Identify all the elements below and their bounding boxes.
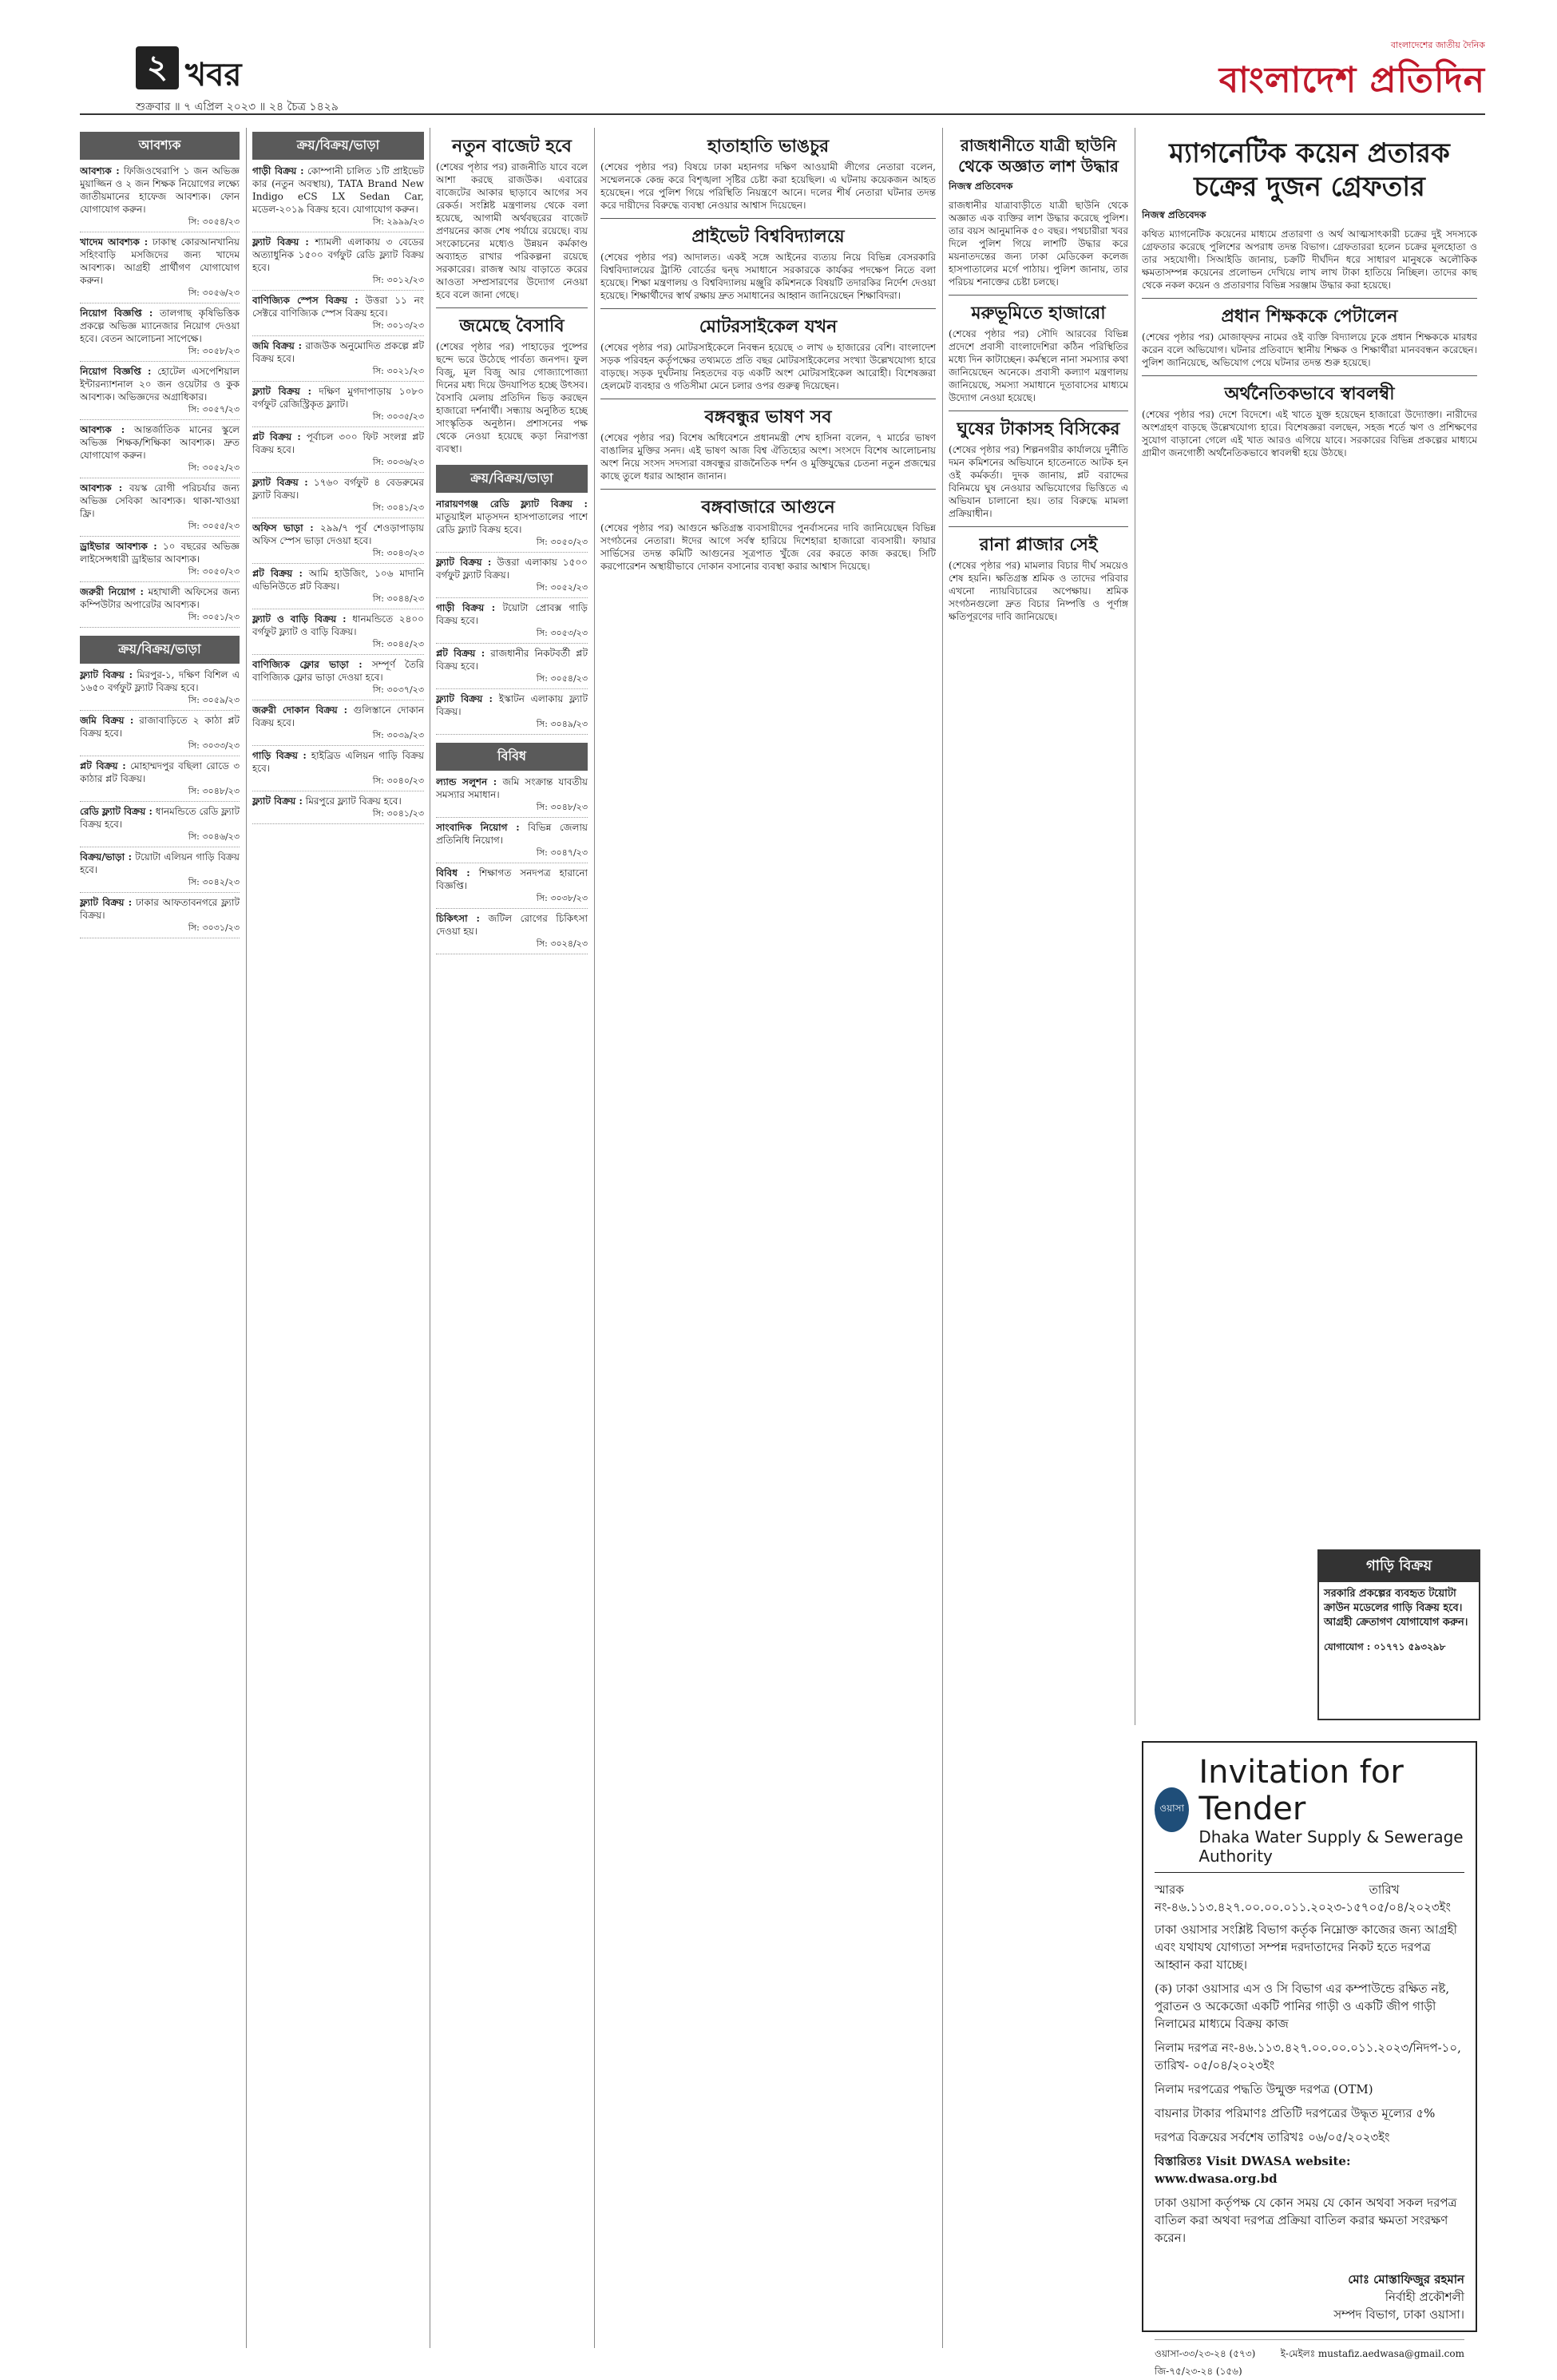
classified-code: সি: ৩০৪৯/২৩: [536, 719, 588, 729]
classified-ad: [252, 704, 424, 746]
divider: [600, 489, 936, 490]
tender-title: Invitation for Tender: [1198, 1754, 1404, 1827]
classified-ad: [80, 760, 240, 802]
classified-ad: [80, 365, 240, 420]
classified-code: সি: ২৯৯৯/২৩: [372, 216, 424, 227]
classified-ad: [80, 307, 240, 362]
classified-ad: [252, 613, 424, 655]
classified-text: বয়স্ক রোগী পরিচর্যার জন্য অভিজ্ঞ সেবিকা আবশ্যক। থাকা-খাওয়া ফ্রি।: [80, 482, 240, 519]
classified-ad: [80, 585, 240, 628]
classified-ad: [80, 423, 240, 478]
classified-text: শিক্ষাগত সনদপত্র হারানো বিজ্ঞপ্তি।: [436, 867, 588, 891]
sales-right-title: ক্রয়/বিক্রয়/ভাড়া: [436, 465, 588, 493]
classified-text: ১৭৬০ বর্গফুট ৪ বেডরুমের ফ্ল্যাট বিক্রয়।: [252, 477, 424, 501]
classified-ad: [252, 749, 424, 791]
classified-text: মাতুয়াইল মাতৃসদন হাসপাতালের পাশে রেডি ফ্ল্যাট বিক্রয় হবে।: [436, 511, 588, 535]
sales-right-list: [436, 498, 588, 735]
classified-code: সি: ৩০৫৫/২৩: [188, 521, 240, 531]
classified-lead: ল্যান্ড সলুশন :: [436, 776, 497, 787]
misc-list: [436, 775, 588, 954]
classified-ad: [80, 236, 240, 303]
classified-lead: গাড়ী বিক্রয় :: [252, 165, 304, 177]
classified-code: সি: ৩০৪১/২৩: [372, 808, 424, 819]
tender-deadline: দরপত্র বিক্রয়ের সর্বশেষ তারিখঃ ০৬/০৫/২০২৩ইং: [1155, 2130, 1390, 2144]
desert-text: (শেষের পৃষ্ঠার পর) সৌদি আরবের বিভিন্ন প্রদেশে প্রবাসী বাংলাদেশিরা কঠিন পরিস্থিতির মধ্যে দিন কাটাচ্ছেন। কর্মস্থলে নানা সমস্যার কথা জানিয়েছেন অনেকে। প্রবাসী কল্যাণ মন্ত্রণালয় জানিয়েছে, সমস্যা সমাধানে দূতাবাসের মাধ্যমে উদ্যোগ নেওয়া হয়েছে।: [949, 328, 1128, 403]
classified-lead: জরুরী দোকান বিক্রয় :: [252, 704, 348, 716]
classified-text: মোহাম্মদপুর বছিলা রোডে ৩ কাঠার প্লট বিক্রয়।: [80, 760, 240, 784]
classified-ad: [436, 867, 588, 909]
classified-lead: জমি বিক্রয় :: [252, 340, 303, 351]
wasa-logo: ওয়াসা: [1155, 1787, 1189, 1832]
classified-code: সি: ৩০৫৬/২৩: [188, 288, 240, 298]
classified-code: সি: ৩০৫০/২৩: [188, 566, 240, 577]
column-rule: [594, 128, 595, 2348]
classified-ad: [436, 601, 588, 644]
classified-code: সি: ৩০৩৬/২৩: [372, 457, 424, 467]
classified-code: সি: ৩০৪৫/২৩: [372, 639, 424, 649]
budget-text: (শেষের পৃষ্ঠার পর) রাজনীতি যাবে বলে আশা করছে রাজউক। এবারের বাজেটের আকার ছাড়াবে আগের সব রেকর্ড। সংশ্লিষ্ট মন্ত্রণালয় থেকে বলা হয়েছে, আগামী অর্থবছরের বাজেট প্রণয়নের কাজ শেষ পর্যায়ে রয়েছে। ব্যয় সংকোচনের মধ্যেও উন্নয়ন কর্মকাণ্ড অব্যাহত রাখার পরিকল্পনা রয়েছে সরকারের। রাজস্ব আয় বাড়াতে করের আওতা সম্প্রসারণের উদ্যোগ নেওয়া হবে বলে জানা গেছে।: [436, 161, 588, 300]
classified-lead: ফ্ল্যাট বিক্রয় :: [252, 236, 309, 248]
classified-text: তালগাছ কৃষিভিত্তিক প্রকল্পে অভিজ্ঞ ম্যানেজার নিয়োগ দেওয়া হবে। বেতন আলোচনা সাপেক্ষে।: [80, 307, 240, 344]
classified-lead: ফ্ল্যাট বিক্রয় :: [80, 669, 133, 680]
classified-lead: ফ্ল্যাট বিক্রয় :: [436, 557, 492, 568]
motorcycle-headline: মোটরসাইকেল যখন: [699, 316, 838, 337]
classified-lead: আবশ্যক :: [80, 424, 125, 435]
classified-text: জটিল রোগের চিকিৎসা দেওয়া হয়।: [436, 913, 588, 937]
classified-lead: জমি বিক্রয় :: [80, 715, 134, 726]
tender-lot: নিলাম দরপত্র নং-৪৬.১১৩.৪২৭.০০.০০.০১১.২০২৩/নিদপ-১০, তারিখ- ০৫/০৪/২০২৩ইং: [1155, 2041, 1461, 2073]
classified-column-1: [80, 132, 240, 2344]
tender-date: তারিখ ০৫/০৪/২০২৩ইং: [1369, 1882, 1451, 1914]
classified-lead: নিয়োগ বিজ্ঞপ্তি :: [80, 307, 153, 319]
column-rule: [942, 128, 943, 2348]
divider: [949, 526, 1128, 527]
classified-lead: প্লট বিক্রয় :: [436, 648, 485, 659]
classified-lead: বিবিধ :: [436, 867, 470, 879]
column-3: [436, 132, 588, 2344]
classified-code: সি: ৩০১২/২৩: [372, 275, 424, 285]
divider: [600, 308, 936, 309]
classified-text: টয়োটা প্রোবক্স গাড়ি বিক্রয় হবে।: [436, 602, 588, 626]
classified-text: হোটেল এসপেশিয়াল ইন্টারন্যাশনাল ২০ জন ওয়েটার ও কুক আবশ্যক। অভিজ্ঞদের অগ্রাধিকার।: [80, 366, 240, 403]
classified-ad: [80, 540, 240, 582]
classified-text: ধানমন্ডিতে ২৪০০ বর্গফুট ফ্ল্যাট ও বাড়ি বিক্রয়।: [252, 613, 424, 637]
classified-lead: নিয়োগ বিজ্ঞপ্তি :: [80, 366, 152, 377]
body-found-byline: নিজস্ব প্রতিবেদক: [949, 180, 1013, 192]
classified-text: আন্তর্জাতিক মানের স্কুলে অভিজ্ঞ শিক্ষক/শিক্ষিকা আবশ্যক। দ্রুত যোগাযোগ করুন।: [80, 424, 240, 461]
classified-lead: প্লট বিক্রয় :: [252, 431, 301, 442]
magnetic-byline: নিজস্ব প্রতিবেদক: [1142, 209, 1206, 220]
classified-text: মহাখালী অফিসের জন্য কম্পিউটার অপারেটর আবশ্যক।: [80, 586, 240, 610]
classified-ad: [80, 896, 240, 938]
classified-code: সি: ৩০৪০/২৩: [372, 775, 424, 786]
classified-code: সি: ৩০৪১/২৩: [372, 502, 424, 513]
jobs-list: [80, 165, 240, 628]
masthead: [1150, 38, 1485, 112]
tender-intro: ঢাকা ওয়াসার সংশ্লিষ্ট বিভাগ কর্তৃক নিম্নোক্ত কাজের জন্য আগ্রহী এবং যথাযথ যোগ্যতা সম্পন্ন দরদাতাদের নিকট হতে দরপত্র আহ্বান করা যাচ্ছে।: [1155, 1922, 1457, 1972]
classified-text: রাজধানীর নিকটবর্তী প্লট বিক্রয় হবে।: [436, 648, 588, 672]
body-found-text: রাজধানীর যাত্রাবাড়ীতে যাত্রী ছাউনি থেকে অজ্ঞাত এক ব্যক্তির লাশ উদ্ধার করেছে পুলিশ। তার বয়স আনুমানিক ৫০ বছর। পথচারীরা খবর দিলে পুলিশ গিয়ে লাশটি উদ্ধার করে ময়নাতদন্তের জন্য ঢাকা মেডিকেল কলেজ হাসপাতালের মর্গে পাঠায়। পুলিশ জানায়, তার পরিচয় শনাক্তের চেষ্টা চলছে।: [949, 200, 1128, 288]
news-column-main: [600, 132, 936, 2344]
classified-lead: ফ্ল্যাট বিক্রয় :: [252, 386, 311, 397]
tender-item: (ক) ঢাকা ওয়াসার এস ও সি বিভাগ এর কম্পাউন্ডে রক্ষিত নষ্ট, পুরাতন ও অকেজো একটি পানির গাড়ী ও একটি জীপ গাড়ী নিলামের মাধ্যমে বিক্রয় কাজ: [1155, 1981, 1450, 2031]
divider: [600, 218, 936, 219]
classified-code: সি: ৩০১৩/২৩: [372, 320, 424, 331]
tender-notice: [1142, 1741, 1477, 2377]
classified-lead: বাণিজ্যিক ফ্লোর ভাড়া :: [252, 659, 363, 670]
tender-subtitle: Dhaka Water Supply & Sewerage Authority: [1198, 1827, 1464, 1866]
classified-code: সি: ৩০৪৬/২৩: [188, 831, 240, 842]
classified-code: সি: ৩০৫২/২৩: [536, 582, 588, 593]
body-found-headline: রাজধানীতে যাত্রী ছাউনি থেকে অজ্ঞাত লাশ উদ্ধার: [958, 136, 1119, 176]
classified-code: সি: ৩০৩৮/২৩: [536, 893, 588, 903]
classified-lead: ফ্ল্যাট বিক্রয় :: [252, 795, 303, 807]
classified-ad: [252, 795, 424, 824]
classified-text: ২৯৯/৭ পূর্ব শেওড়াপাড়ায় অফিস স্পেস ভাড়া দেওয়া হবে।: [252, 522, 424, 546]
fire-text: (শেষের পৃষ্ঠার পর) আগুনে ক্ষতিগ্রস্ত ব্যবসায়ীদের পুনর্বাসনের দাবি জানিয়েছেন বিভিন্ন সংগঠনের নেতারা। ঈদের আগে সর্বস্ব হারিয়ে দিশেহারা হাজারো ব্যবসায়ী। ফায়ার সার্ভিসের তদন্ত কমিটি আগুনের সূত্রপাত খুঁজে বের করতে কাজ করছে। সিটি করপোরেশন অস্থায়ীভাবে দোকান বসানোর ব্যবস্থা করার আশ্বাস দিয়েছে।: [600, 522, 936, 572]
classified-code: সি: ৩০৪৮/২৩: [536, 802, 588, 812]
classified-code: সি: ৩০৩৯/২৩: [372, 730, 424, 740]
classified-code: সি: ৩০৪২/২৩: [188, 877, 240, 887]
tender-rights: ঢাকা ওয়াসা কর্তৃপক্ষ যে কোন সময় যে কোন অথবা সকল দরপত্র বাতিল করা অথবা দরপত্র প্রক্রিয়া বাতিল করার ক্ষমতা সংরক্ষণ করেন।: [1155, 2196, 1457, 2245]
teacher-text: (শেষের পৃষ্ঠার পর) মোজাফ্ফর নামের ওই ব্যক্তি বিদ্যালয়ে ঢুকে প্রধান শিক্ষককে মারধর করেন বলে অভিযোগ। ঘটনার প্রতিবাদে স্থানীয় শিক্ষক ও শিক্ষার্থীরা মানববন্ধন করেছেন। পুলিশ জানিয়েছে, অভিযোগ পেয়ে ঘটনার তদন্ত শুরু হয়েছে।: [1142, 331, 1477, 368]
classified-code: সি: ৩০৫৩/২৩: [536, 628, 588, 638]
classified-code: সি: ৩০৩৭/২৩: [372, 684, 424, 695]
rana-text: (শেষের পৃষ্ঠার পর) মামলার বিচার দীর্ঘ সময়েও শেষ হয়নি। ক্ষতিগ্রস্ত শ্রমিক ও তাদের পরিবার এখনো ন্যায়বিচারের অপেক্ষায়। শ্রমিক সংগঠনগুলো দ্রুত বিচার নিষ্পত্তি ও পূর্ণাঙ্গ ক্ষতিপূরণের দাবি জানিয়েছে।: [949, 560, 1128, 622]
column-rule: [246, 128, 247, 2348]
sales-mid-list: [252, 165, 424, 824]
classified-text: ধানমন্ডিতে রেডি ফ্ল্যাট বিক্রয় হবে।: [80, 806, 240, 830]
classified-text: টয়োটা এলিয়ন গাড়ি বিক্রয় হবে।: [80, 851, 240, 875]
classified-code: সি: ৩০৫৪/২৩: [536, 673, 588, 684]
page-number: ২: [136, 46, 179, 89]
masthead-logo: বাংলাদেশ প্রতিদিন: [1218, 60, 1485, 101]
misc-title: বিবিধ: [436, 743, 588, 771]
classified-ad: [80, 165, 240, 232]
classified-text: মিরপুর-১, দক্ষিণ বিশিল এ ১৬৫০ বর্গফুট ফ্ল্যাট বিক্রয় হবে।: [80, 669, 240, 693]
classified-text: উত্তরা ১১ নং সেক্টরে বাণিজ্যিক স্পেস বিক্রয় হবে।: [252, 295, 424, 319]
jobs-title: আবশ্যক: [80, 132, 240, 160]
classified-ad: [436, 647, 588, 689]
tender-designation: নির্বাহী প্রকৌশলী: [1385, 2290, 1464, 2304]
car-ad-title: গাড়ি বিক্রয়: [1319, 1551, 1479, 1582]
classified-lead: জরুরী নিয়োগ :: [80, 586, 144, 597]
bribe-headline: ঘুষের টাকাসহ বিসিকের: [957, 418, 1120, 439]
rana-headline: রানা প্লাজার সেই: [979, 534, 1098, 555]
classified-code: সি: ৩০৫৭/২৩: [188, 404, 240, 415]
classified-lead: রেডি ফ্ল্যাট বিক্রয় :: [80, 806, 153, 817]
car-ad-phone: যোগাযোগ : ০১৭৭১ ৫৯৩২৯৮: [1324, 1641, 1446, 1652]
tender-deposit: বায়নার টাকার পরিমাণঃ প্রতিটি দরপত্রের উদ্ধৃত মূল্যের ৫%: [1155, 2106, 1436, 2120]
classified-ad: [252, 165, 424, 232]
classified-code: সি: ৩০৫১/২৩: [188, 612, 240, 622]
tender-signer: মোঃ মোস্তাফিজুর রহমান: [1348, 2272, 1464, 2287]
classified-column-2: [252, 132, 424, 2344]
classified-text: সম্পূর্ণ তৈরি বাণিজ্যিক ফ্লোর ভাড়া দেওয়া হবে।: [252, 659, 424, 683]
tender-code: ওয়াসা-৩৩/২৩-২৪ (৫৭৩): [1155, 2348, 1256, 2359]
classified-lead: ফ্ল্যাট বিক্রয় :: [436, 693, 493, 704]
sales-left-title: ক্রয়/বিক্রয়/ভাড়া: [80, 636, 240, 664]
classified-ad: [252, 430, 424, 473]
tender-dfp: জি-৭৫/২৩-২৪ (১৫৬): [1155, 2366, 1242, 2377]
magnetic-text: কথিত ম্যাগনেটিক কয়েনের মাধ্যমে প্রতারণা ও অর্থ আত্মসাৎকারী চক্রের দুই সদস্যকে গ্রেফতার করেছে পুলিশের অপরাধ তদন্ত বিভাগ। গ্রেফতাররা হলেন চক্রের মূলহোতা ও তার সহযোগী। সিআইডি জানায়, চক্রটি দীর্ঘদিন ধরে সাধারণ মানুষকে অলৌকিক ক্ষমতাসম্পন্ন কয়েনের প্রলোভন দেখিয়ে লাখ লাখ টাকা হাতিয়ে নিচ্ছিল। তাদের কাছ থেকে নকল কয়েন ও প্রতারণার বিভিন্ন সরঞ্জাম উদ্ধার করা হয়েছে।: [1142, 228, 1477, 291]
classified-ad: [252, 236, 424, 291]
classified-code: সি: ৩০৫০/২৩: [536, 537, 588, 547]
sales-left-list: [80, 668, 240, 938]
classified-ad: [436, 498, 588, 553]
classified-text: গুলিস্তানে দোকান বিক্রয় হবে।: [252, 704, 424, 728]
classified-lead: ফ্ল্যাট বিক্রয় :: [252, 477, 308, 488]
classified-ad: [436, 556, 588, 598]
classified-ad: [436, 775, 588, 818]
classified-lead: চিকিৎসা :: [436, 913, 480, 924]
clash-text: (শেষের পৃষ্ঠার পর) বিষয়ে ঢাকা মহানগর দক্ষিণ আওয়ামী লীগের নেতারা বলেন, সম্মেলনকে কেন্দ্র করে বিশৃঙ্খলা সৃষ্টির চেষ্টা করা হয়েছিল। এ ঘটনায় কয়েকজন আহত হয়েছেন। পরে পুলিশ গিয়ে পরিস্থিতি নিয়ন্ত্রণে আনে। দলের শীর্ষ নেতারা ঘটনার তদন্ত করে দায়ীদের বিরুদ্ধে ব্যবস্থা নেওয়ার আশ্বাস দিয়েছেন।: [600, 161, 936, 211]
tender-ref: স্মারক নং-৪৬.১১৩.৪২৭.০০.০০.০১১.২০২৩-১৫৭: [1155, 1882, 1369, 1914]
classified-lead: গাড়ী বিক্রয় :: [436, 602, 496, 613]
crowd-headline: জমেছে বৈসাবি: [459, 315, 565, 336]
classified-ad: [80, 851, 240, 893]
classified-text: ফিজিওথেরাপি ১ জন অভিজ্ঞ মুয়াজ্জিন ও ২ জন শিক্ষক নিয়োগের লক্ষ্যে জাতীয়মানের হাফেজ আবশ্যক। ফোন যোগাযোগ করুন।: [80, 165, 240, 215]
classified-ad: [436, 692, 588, 735]
classified-text: বিভিন্ন জেলায় প্রতিনিধি নিয়োগ।: [436, 822, 588, 846]
classified-code: সি: ৩০৩৫/২৩: [372, 411, 424, 422]
tender-office: সম্পদ বিভাগ, ঢাকা ওয়াসা।: [1333, 2307, 1464, 2322]
classified-text: ১০ বছরের অভিজ্ঞ লাইসেন্সধারী ড্রাইভার আবশ্যক।: [80, 541, 240, 565]
motorcycle-text: (শেষের পৃষ্ঠার পর) মোটরসাইকেলে নিবন্ধন হয়েছে ৩ লাখ ৬ হাজারের বেশি। বাংলাদেশ সড়ক পরিবহন কর্তৃপক্ষের তথ্যমতে প্রতি বছর মোটরসাইকেলের সংখ্যা উল্লেখযোগ্য হারে বাড়ছে। সড়ক দুর্ঘটনায় নিহতদের বড় একটি অংশ মোটরসাইকেল আরোহী। বিশেষজ্ঞরা হেলমেট ব্যবহার ও গতিসীমা মেনে চলার ওপর গুরুত্ব দিয়েছেন।: [600, 342, 936, 391]
classified-text: কোম্পানী চালিত ১টি প্রাইভেট কার (নতুন অবস্থায়), TATA Brand New Indigo eCS LX Sedan Car, মডেল-২০১৯ বিক্রয় হবে। যোগাযোগ করুন।: [252, 165, 424, 215]
sales-mid-title: ক্রয়/বিক্রয়/ভাড়া: [252, 132, 424, 160]
tender-email: ই-মেইলঃ mustafiz.aedwasa@gmail.com: [1280, 2348, 1464, 2359]
university-text: (শেষের পৃষ্ঠার পর) আদালত। একই সঙ্গে আইনের ব্যত্যয় নিয়ে বিভিন্ন বেসরকারি বিশ্ববিদ্যালয়ের ট্রাস্টি বোর্ডের দ্বন্দ্ব সমাধানে সরকারকে কার্যকর পদক্ষেপ নিতে বলা হয়েছে। শিক্ষা মন্ত্রণালয় ও বিশ্ববিদ্যালয় মঞ্জুরি কমিশনকে বিষয়টি তদারকির নির্দেশ দেওয়া হয়েছে। শিক্ষার্থীদের স্বার্থ রক্ষায় দ্রুত সমাধানের আহ্বান জানিয়েছেন শিক্ষাবিদরা।: [600, 252, 936, 301]
divider: [436, 307, 588, 308]
classified-lead: নারায়ণগঞ্জ রেডি ফ্ল্যাট বিক্রয় :: [436, 498, 588, 510]
classified-lead: ফ্ল্যাট বিক্রয় :: [80, 897, 133, 908]
header-rule: [80, 113, 1485, 115]
classified-code: সি: ৩০৩৩/২৩: [188, 740, 240, 751]
classified-code: সি: ৩০৫৯/২৩: [188, 695, 240, 705]
classified-lead: সাংবাদিক নিয়োগ :: [436, 822, 520, 833]
classified-ad: [252, 522, 424, 564]
university-headline: প্রাইভেট বিশ্ববিদ্যালয়ে: [691, 226, 845, 247]
classified-lead: প্লট বিক্রয় :: [252, 568, 303, 579]
classified-ad: [80, 482, 240, 537]
classified-ad: [252, 294, 424, 336]
classified-lead: গাড়ি বিক্রয় :: [252, 750, 307, 761]
divider: [1142, 298, 1477, 299]
classified-code: সি: ৩০৫৪/২৩: [188, 216, 240, 227]
classified-code: সি: ৩০২১/২৩: [372, 366, 424, 376]
classified-text: রাজউক অনুমোদিত প্রকল্পে প্লট বিক্রয় হবে।: [252, 340, 424, 364]
classified-ad: [80, 805, 240, 847]
classified-text: মিরপুরে ফ্ল্যাট বিক্রয় হবে।: [305, 795, 402, 807]
classified-lead: ড্রাইভার আবশ্যক :: [80, 541, 157, 552]
classified-ad: [252, 567, 424, 609]
classified-code: সি: ৩০৪৪/২৩: [372, 593, 424, 604]
tender-method: নিলাম দরপত্রের পদ্ধতি উন্মুক্ত দরপত্র (OTM): [1155, 2082, 1373, 2096]
section-title: খবর: [185, 56, 242, 93]
classified-text: শ্যামলী এলাকায় ৩ বেডের অত্যাধুনিক ১৫০০ বর্গফুট রেডি ফ্ল্যাট বিক্রয় হবে।: [252, 236, 424, 273]
budget-headline: নতুন বাজেট হবে: [452, 136, 572, 157]
teacher-headline: প্রধান শিক্ষককে পেটালেন: [1221, 306, 1398, 327]
economy-text: (শেষের পৃষ্ঠার পর) দেশে বিদেশে। এই খাতে যুক্ত হয়েছেন হাজারো উদ্যোক্তা। নারীদের অংশগ্রহণ বাড়ছে উল্লেখযোগ্য হারে। বিশেষজ্ঞরা বলছেন, সহজ শর্তে ঋণ ও প্রশিক্ষণের সুযোগ বাড়ানো গেলে এই খাত আরও এগিয়ে যাবে। সরকারের বিভিন্ন প্রকল্পের মাধ্যমে গ্রামীণ জনগোষ্ঠী অর্থনৈতিকভাবে স্বাবলম্বী হয়ে উঠছে।: [1142, 409, 1477, 458]
classified-code: সি: ৩০৫৮/২৩: [188, 346, 240, 356]
news-column-right: [1142, 132, 1477, 1545]
news-column-narrow: [949, 132, 1128, 1729]
speech-text: (শেষের পৃষ্ঠার পর) বিশেষ অধিবেশনে প্রধানমন্ত্রী শেখ হাসিনা বলেন, ৭ মার্চের ভাষণ বাঙালির মুক্তির সনদ। এই ভাষণ আজ বিশ্ব ঐতিহ্যের অংশ। সংসদে বিশেষ আলোচনায় অংশ নিয়ে সংসদ সদস্যরা বঙ্গবন্ধুর রাজনৈতিক দর্শন ও মুক্তিযুদ্ধের চেতনা নতুন প্রজন্মের কাছে তুলে ধরার আহ্বান জানান।: [600, 432, 936, 482]
classified-text: আমি হাউজিং, ১০৬ মাদানি এভিনিউতে প্লট বিক্রয়।: [252, 568, 424, 592]
classified-lead: আবশ্যক :: [80, 482, 123, 494]
classified-text: পূর্বাচল ৩০০ ফিট সংলগ্ন প্লট বিক্রয় হবে।: [252, 431, 424, 455]
car-ad-body: সরকারি প্রকল্পের ব্যবহৃত টয়োটা ক্রাউন মডেলের গাড়ি বিক্রয় হবে। আগ্রহী ক্রেতাগণ যোগাযোগ করুন।: [1324, 1588, 1468, 1628]
classified-lead: আবশ্যক :: [80, 165, 120, 177]
classified-text: উত্তরা এলাকায় ১৫০০ বর্গফুট ফ্ল্যাট বিক্রয়।: [436, 557, 588, 581]
classified-text: জমি সংক্রান্ত যাবতীয় সমস্যার সমাধান।: [436, 776, 588, 800]
classified-ad: [252, 385, 424, 427]
speech-headline: বঙ্গবন্ধুর ভাষণ সব: [704, 407, 832, 427]
classified-lead: বাণিজ্যিক স্পেস বিক্রয় :: [252, 295, 359, 306]
classified-ad: [252, 476, 424, 518]
date-line: শুক্রবার ॥ ৭ এপ্রিল ২০২৩ ॥ ২৪ চৈত্র ১৪২৯: [136, 101, 339, 113]
classified-ad: [80, 714, 240, 756]
classified-lead: অফিস ভাড়া :: [252, 522, 314, 534]
classified-text: ঢাকার আফতাবনগরে ফ্ল্যাট বিক্রয়।: [80, 897, 240, 921]
classified-code: সি: ৩০২৪/২৩: [536, 938, 588, 949]
classified-text: হাইব্রিড এলিয়ন গাড়ি বিক্রয় হবে।: [252, 750, 424, 774]
classified-ad: [252, 658, 424, 700]
economy-headline: অর্থনৈতিকভাবে স্বাবলম্বী: [1224, 383, 1395, 404]
classified-text: দক্ষিণ মুগদাপাড়ায় ১০৮০ বর্গফুট রেজিস্ট্রিকৃত ফ্ল্যাট।: [252, 386, 424, 410]
classified-text: ইস্কাটন এলাকায় ফ্ল্যাট বিক্রয়।: [436, 693, 588, 717]
classified-lead: ফ্ল্যাট ও বাড়ি বিক্রয় :: [252, 613, 347, 625]
bribe-text: (শেষের পৃষ্ঠার পর) শিল্পনগরীর কার্যালয়ে দুর্নীতি দমন কমিশনের অভিযানে হাতেনাতে আটক হন ওই কর্মকর্তা। দুদক জানায়, প্লট বরাদ্দের বিনিময়ে ঘুষ নেওয়ার অভিযোগের ভিত্তিতে এ অভিযান চালানো হয়। তার বিরুদ্ধে মামলা প্রক্রিয়াধীন।: [949, 444, 1128, 519]
classified-text: রাজাবাড়িতে ২ কাঠা প্লট বিক্রয় হবে।: [80, 715, 240, 739]
classified-lead: বিক্রয়/ভাড়া :: [80, 851, 133, 863]
clash-headline: হাতাহাতি ভাঙচুর: [707, 136, 830, 157]
classified-lead: খাদেম আবশ্যক :: [80, 236, 149, 248]
classified-code: সি: ৩০৪৭/২৩: [536, 847, 588, 858]
classified-ad: [436, 912, 588, 954]
classified-code: সি: ৩০৪৮/২৩: [188, 786, 240, 796]
classified-text: ঢাকাস্থ কোরআনখানিয় সহিংবাড়ি মসজিদের জন্য খাদেম আবশ্যক। আগ্রহী প্রার্থীগণ যোগাযোগ করুন।: [80, 236, 240, 286]
classified-lead: প্লট বিক্রয় :: [80, 760, 126, 772]
divider: [1142, 375, 1477, 376]
classified-ad: [252, 339, 424, 382]
classified-code: সি: ৩০৫২/২৩: [188, 462, 240, 473]
tender-website: বিস্তারিতঃ Visit DWASA website: www.dwasa.org.bd: [1155, 2154, 1351, 2186]
classified-code: সি: ৩০৩১/২৩: [188, 922, 240, 933]
divider: [949, 295, 1128, 296]
crowd-text: (শেষের পৃষ্ঠার পর) পাহাড়ের পুষ্পের ছন্দে ভরে উঠেছে পার্বত্য জনপদ। ফুল বিজু, মূল বিজু আর গোজ্যাপোজ্যা দিনের মধ্য দিয়ে উদযাপিত হচ্ছে উৎসব। বৈসাবি মেলায় প্রতিদিন ভিড় করছেন হাজারো দর্শনার্থী। সন্ধ্যায় অনুষ্ঠিত হচ্ছে সাংস্কৃতিক অনুষ্ঠান। প্রশাসনের পক্ষ থেকে নেওয়া হয়েছে কড়া নিরাপত্তা ব্যবস্থা।: [436, 341, 588, 454]
classified-ad: [436, 821, 588, 863]
desert-headline: মরুভূমিতে হাজারো: [971, 303, 1106, 323]
fire-headline: বঙ্গবাজারে আগুনে: [701, 497, 835, 518]
magnetic-headline: ম্যাগনেটিক কয়েন প্রতারক চক্রের দুজন গ্রেফতার: [1169, 137, 1450, 203]
classified-ad: [80, 668, 240, 711]
car-sale-ad: [1317, 1549, 1480, 1720]
classified-code: সি: ৩০৪৩/২৩: [372, 548, 424, 558]
masthead-tagline: বাংলাদেশের জাতীয় দৈনিক: [1390, 40, 1485, 50]
